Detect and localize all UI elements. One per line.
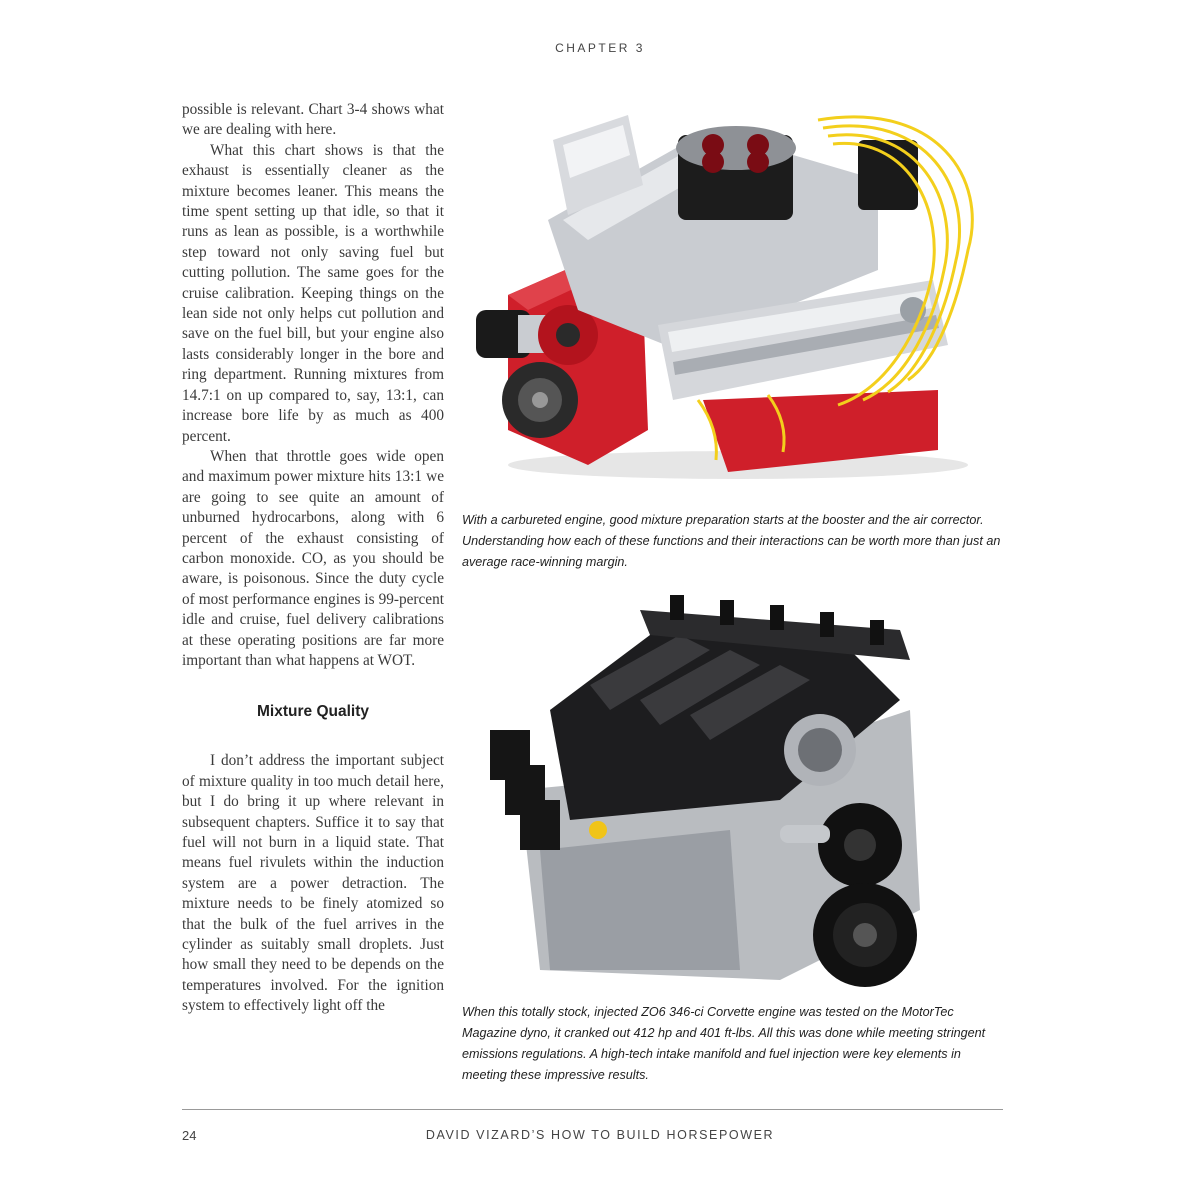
section-heading: Mixture Quality bbox=[257, 703, 369, 721]
carbureted-engine-illustration bbox=[468, 100, 1003, 490]
carbureted-engine-photo bbox=[468, 100, 1003, 490]
running-header: CHAPTER 3 bbox=[555, 41, 645, 55]
corvette-engine-photo bbox=[480, 590, 930, 990]
footer-divider bbox=[182, 1109, 1003, 1110]
running-footer-title: DAVID VIZARD’S HOW TO BUILD HORSEPOWER bbox=[425, 1128, 775, 1142]
figure-caption: When this totally stock, injected ZO6 346-ci Corvette engine was tested on the MotorTec Magazine dyno, it cranked out 412 hp and 401 ft-lbs. All this was done while meeting stringent emissions regulations. A high-tech intake manifold and fuel injection were key elements in meeting these impressive results. bbox=[462, 1005, 986, 1082]
body-paragraph: What this chart shows is that the exhaust is essentially cleaner as the mixture becomes leaner. This means the time spent setting up that idle, so that it runs as lean as possible, is a worthwhile step toward not only saving fuel but cutting pollution. The same goes for the cruise calibration. Keeping things on the lean side not only helps cut pollution and save on the fuel bill, but your engine also lasts considerably longer in the bore and ring department. Running mixtures from 14.7:1 on up compared to, say, 13:1, can increase bore life by as much as 400 percent. bbox=[182, 141, 444, 445]
body-paragraph: I don’t address the important subject of mixture quality in too much detail here, but I do bring it up where relevant in subsequent chapters. Suffice it to say that fuel will not burn in a liquid state. That means fuel rivulets within the induction system are a power detraction. The mixture needs to be finely atomized so that the bulk of the fuel arrives in the cylinder as suitably small droplets. Just how small they need to be depends on the temperatures involved. For the ignition system to effectively light off the bbox=[182, 752, 444, 1015]
figure-caption: With a carbureted engine, good mixture preparation starts at the booster and the air corrector. Understanding how each of these functions and their interactions can be worth more than just an average race-winning margin. bbox=[462, 513, 1001, 569]
body-paragraph: When that throttle goes wide open and maximum power mixture hits 13:1 we are going to see quite an amount of unburned hydrocarbons, along with 6 percent of the exhaust consisting of carbon monoxide. CO, as you should be aware, is poisonous. Since the duty cycle of most performance engines is 99-percent idle and cruise, fuel delivery calibrations at these operating positions are far more important than what happens at WOT. bbox=[182, 447, 444, 669]
page-number: 24 bbox=[182, 1128, 197, 1143]
body-paragraph: possible is relevant. Chart 3-4 shows what we are dealing with here. bbox=[182, 101, 444, 139]
corvette-engine-illustration bbox=[480, 590, 930, 990]
body-text-column bbox=[182, 100, 444, 1017]
